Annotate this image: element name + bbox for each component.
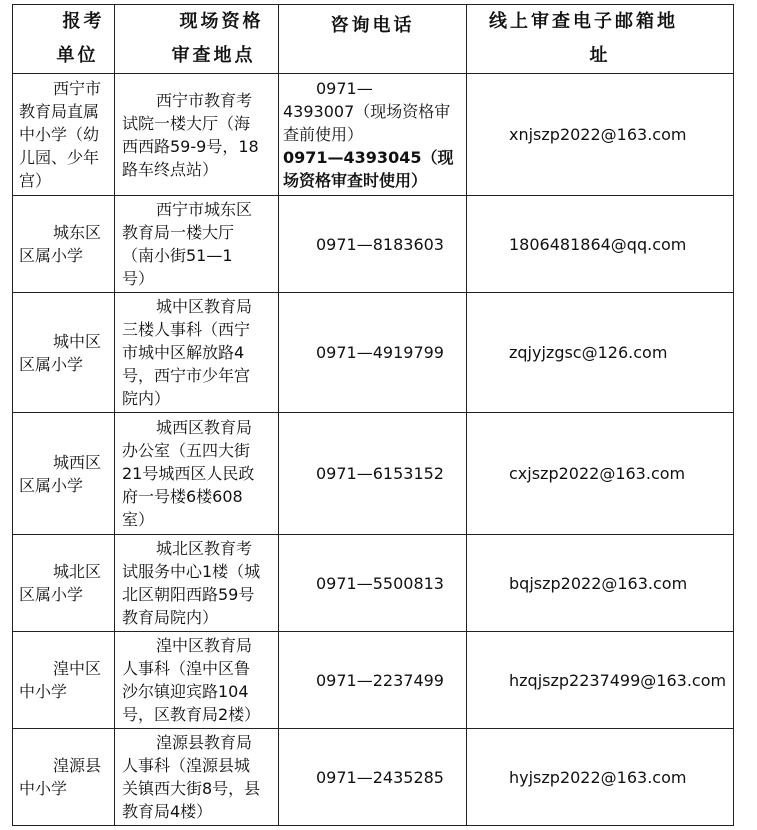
- location-text: 院内）: [122, 389, 171, 408]
- phone-text: 0971—4919799: [316, 343, 444, 362]
- unit-text: 区属小学: [19, 354, 84, 374]
- cell-phone: [279, 535, 467, 632]
- location-text: 城北区教育考: [156, 539, 253, 558]
- location-text: 府一号楼6楼608: [122, 487, 243, 506]
- cell-location: [115, 413, 279, 535]
- table-row: [13, 413, 734, 535]
- cell-unit: [13, 413, 115, 535]
- cell-phone: [279, 729, 467, 826]
- unit-text: 区属小学: [19, 585, 84, 604]
- location-text: 沙尔镇迎宾路104: [122, 682, 249, 701]
- location-text: 北区朝阳西路59号: [122, 585, 255, 604]
- table-row: [13, 729, 734, 826]
- cell-unit: [13, 74, 115, 196]
- unit-text: 区属小学: [19, 475, 84, 495]
- header-phone-line-1: 咨询电话: [330, 15, 415, 36]
- header-unit-line-2: 单位: [56, 45, 99, 66]
- location-text: 人事科（湟中区鲁: [122, 659, 251, 678]
- unit-text: 中小学（幼: [19, 125, 100, 144]
- cell-email: [467, 293, 734, 413]
- location-text: 西宁市教育考: [156, 90, 253, 110]
- cell-location: [115, 196, 279, 293]
- unit-text: 中小学: [19, 779, 68, 798]
- phone-text-bold: 场资格审查时使用）: [283, 171, 428, 190]
- location-text: 西西路59-9号，18: [122, 136, 259, 156]
- phone-text: 0971—5500813: [316, 573, 444, 593]
- unit-text: 湟中区: [53, 659, 102, 678]
- cell-unit: [13, 632, 115, 729]
- cell-location: [115, 535, 279, 632]
- phone-text: 4393007（现场资格审: [283, 102, 451, 121]
- email-text: cxjszp2022@163.com: [509, 464, 686, 483]
- unit-text: 城东区: [53, 223, 102, 242]
- header-unit-line-1: 报考: [62, 11, 105, 32]
- email-text: xnjszp2022@163.com: [509, 125, 687, 144]
- cell-unit: [13, 196, 115, 293]
- phone-text: 查前使用）: [283, 125, 364, 144]
- unit-text: 城西区: [53, 452, 102, 472]
- cell-phone: [279, 293, 467, 413]
- email-text: 1806481864@qq.com: [509, 234, 687, 254]
- header-email-line-1: 线上审查电子邮箱地: [489, 11, 678, 32]
- email-text: bqjszp2022@163.com: [509, 573, 688, 593]
- cell-phone: [279, 74, 467, 196]
- cell-phone: [279, 632, 467, 729]
- recruitment-info-table: [12, 4, 734, 826]
- cell-email: [467, 74, 734, 196]
- location-text: 人事科（湟源县城: [122, 756, 251, 775]
- header-phone: [279, 5, 467, 74]
- header-email-line-2: 址: [589, 45, 611, 66]
- unit-text: 湟源县: [53, 756, 102, 775]
- location-text: 室）: [122, 510, 155, 529]
- header-email: [467, 5, 734, 74]
- unit-text: 中小学: [19, 682, 68, 701]
- location-text: 试服务中心1楼（城: [122, 562, 261, 581]
- location-text: 三楼人事科（西宁: [122, 320, 251, 339]
- table-row: [13, 293, 734, 413]
- email-text: zqjyjzgsc@126.com: [509, 343, 668, 362]
- location-text: 教育局4楼）: [122, 802, 213, 821]
- location-text: 试院一楼大厅（海: [122, 113, 251, 133]
- cell-location: [115, 74, 279, 196]
- cell-unit: [13, 729, 115, 826]
- location-text: 关镇西大街8号，县: [122, 779, 261, 798]
- location-text: 路车终点站）: [122, 159, 219, 179]
- location-text: 城西区教育局: [156, 418, 253, 437]
- phone-text: 0971—6153152: [316, 464, 444, 483]
- header-unit: [13, 5, 115, 74]
- unit-text: 西宁市: [53, 79, 102, 98]
- header-row: [13, 5, 734, 74]
- location-text: 办公室（五四大街: [122, 441, 251, 460]
- cell-email: [467, 535, 734, 632]
- email-text: hyjszp2022@163.com: [509, 767, 687, 787]
- location-text: 教育局院内）: [122, 608, 219, 627]
- location-text: 湟中区教育局: [156, 636, 253, 655]
- cell-location: [115, 729, 279, 826]
- location-text: 城中区教育局: [156, 297, 253, 316]
- header-location-line-1: 现场资格: [179, 11, 264, 32]
- cell-email: [467, 729, 734, 826]
- cell-email: [467, 632, 734, 729]
- location-text: 号，西宁市少年宫: [122, 366, 251, 385]
- unit-text: 区属小学: [19, 246, 84, 265]
- header-location: [115, 5, 279, 74]
- unit-text: 城中区: [53, 331, 102, 351]
- email-text: hzqjszp2237499@163.com: [509, 670, 727, 690]
- location-text: 号，区教育局2楼）: [122, 705, 261, 724]
- phone-text: 0971—2435285: [316, 767, 444, 787]
- unit-text: 城北区: [53, 562, 102, 581]
- table-row: [13, 632, 734, 729]
- cell-location: [115, 293, 279, 413]
- phone-text: 0971—2237499: [316, 670, 444, 690]
- phone-text: 0971—: [316, 79, 373, 98]
- table-row: [13, 196, 734, 293]
- location-text: 号）: [122, 269, 155, 288]
- location-text: 教育局一楼大厅: [122, 223, 235, 242]
- location-text: 市城中区解放路4: [122, 343, 245, 362]
- table-row: [13, 74, 734, 196]
- cell-location: [115, 632, 279, 729]
- phone-text: 0971—8183603: [316, 234, 444, 254]
- cell-email: [467, 413, 734, 535]
- unit-text: 教育局直属: [19, 102, 100, 121]
- cell-email: [467, 196, 734, 293]
- location-text: 西宁市城东区: [156, 200, 253, 219]
- unit-text: 宫）: [19, 171, 52, 190]
- location-text: 湟源县教育局: [156, 733, 253, 752]
- cell-unit: [13, 293, 115, 413]
- cell-phone: [279, 413, 467, 535]
- unit-text: 儿园、少年: [19, 148, 100, 167]
- table-row: [13, 535, 734, 632]
- cell-phone: [279, 196, 467, 293]
- location-text: （南小街51—1: [122, 246, 233, 265]
- header-location-line-2: 审查地点: [171, 45, 256, 66]
- cell-unit: [13, 535, 115, 632]
- location-text: 21号城西区人民政: [122, 464, 255, 483]
- phone-text-bold: 0971—4393045（现: [283, 148, 454, 167]
